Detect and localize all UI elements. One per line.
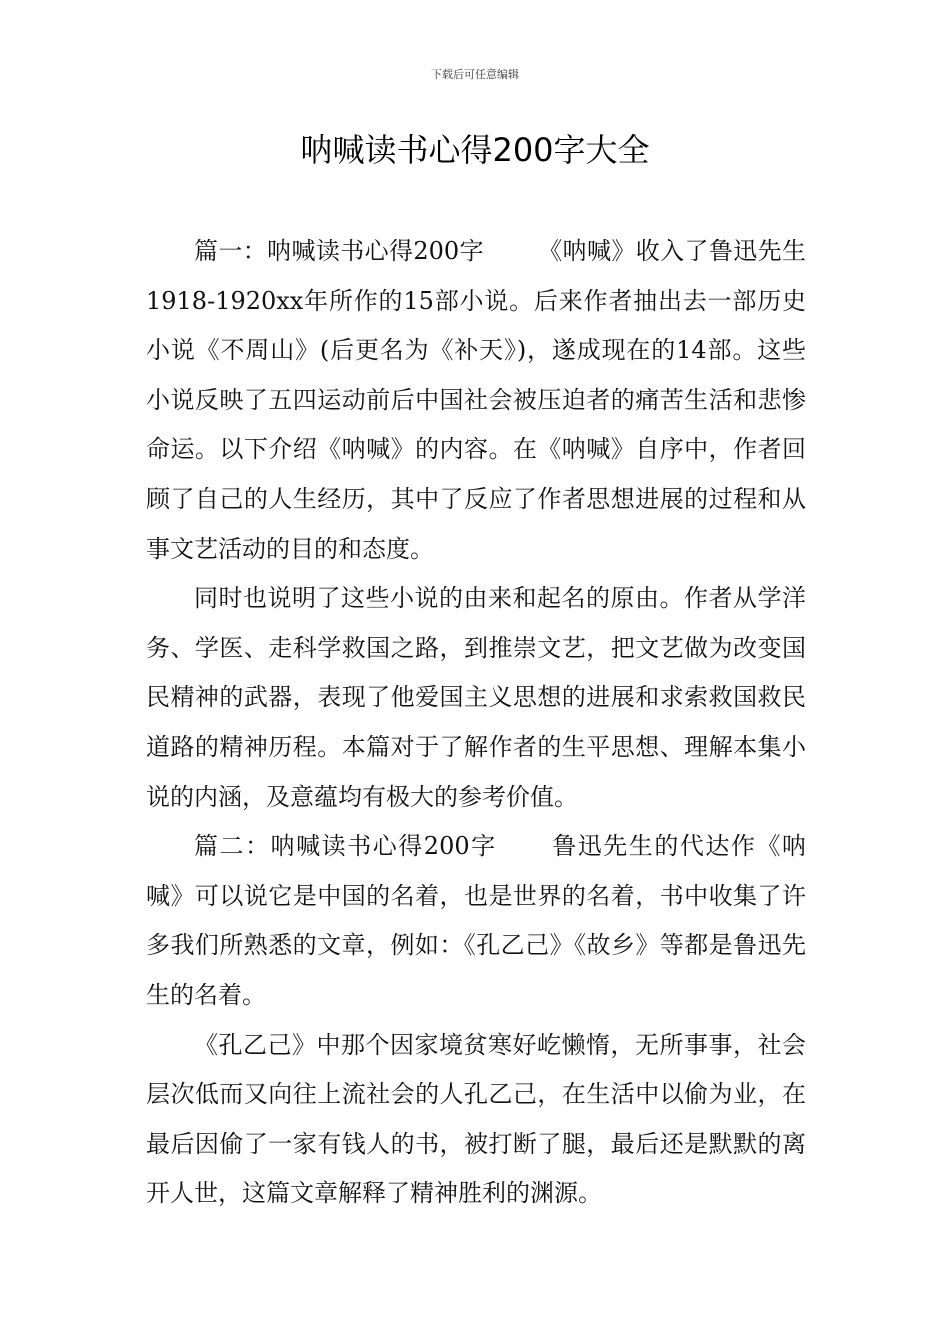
document-title: 呐喊读书心得200字大全 xyxy=(300,131,650,169)
section-heading-1: 篇一：呐喊读书心得200字 xyxy=(194,237,484,265)
paragraph-text: 《呐喊》收入了鲁迅先生1918-1920xx年所作的15部小说。后来作者抽出去一部历史小说《不周山》(后更名为《补天》)，遂成现在的14部。这些小说反映了五四运动前后中国社会被压迫者的痛苦生活和悲惨命运。以下介绍《呐喊》的内容。在《呐喊》自序中，作者回顾了自己的人生经历，其中了反应了作者思想进展的过程和从事文艺活动的目的和态度。 xyxy=(146,237,806,563)
section-heading-2: 篇二：呐喊读书心得200字 xyxy=(194,832,497,861)
paragraph-text: 鲁迅先生的代达作《呐喊》可以说它是中国的名着，也是世界的名着，书中收集了许多我们所熟悉的文章，例如：《孔乙己》《故乡》等都是鲁迅先生的名着。 xyxy=(146,832,806,1009)
paragraph-2 xyxy=(146,574,806,822)
paragraph-text: 同时也说明了这些小说的由来和起名的原由。作者从学洋务、学医、走科学救国之路，到推崇文艺，把文艺做为改变国民精神的武器，表现了他爱国主义思想的进展和求索救国救民道路的精神历程。本篇对于了解作者的生平思想、理解本集小说的内涵，及意蕴均有极大的参考价值。 xyxy=(146,584,806,811)
header-note: 下载后可任意编辑 xyxy=(431,68,519,81)
document-body xyxy=(146,227,806,1219)
paragraph-text: 《孔乙己》中那个因家境贫寒好屹懒惰，无所事事，社会层次低而又向往上流社会的人孔乙己，在生活中以偷为业，在最后因偷了一家有钱人的书，被打断了腿，最后还是默默的离开人世，这篇文章解释了精神胜利的渊源。 xyxy=(146,1030,806,1208)
paragraph-4 xyxy=(146,1021,806,1219)
paragraph-3 xyxy=(146,822,806,1020)
paragraph-1 xyxy=(146,227,806,574)
